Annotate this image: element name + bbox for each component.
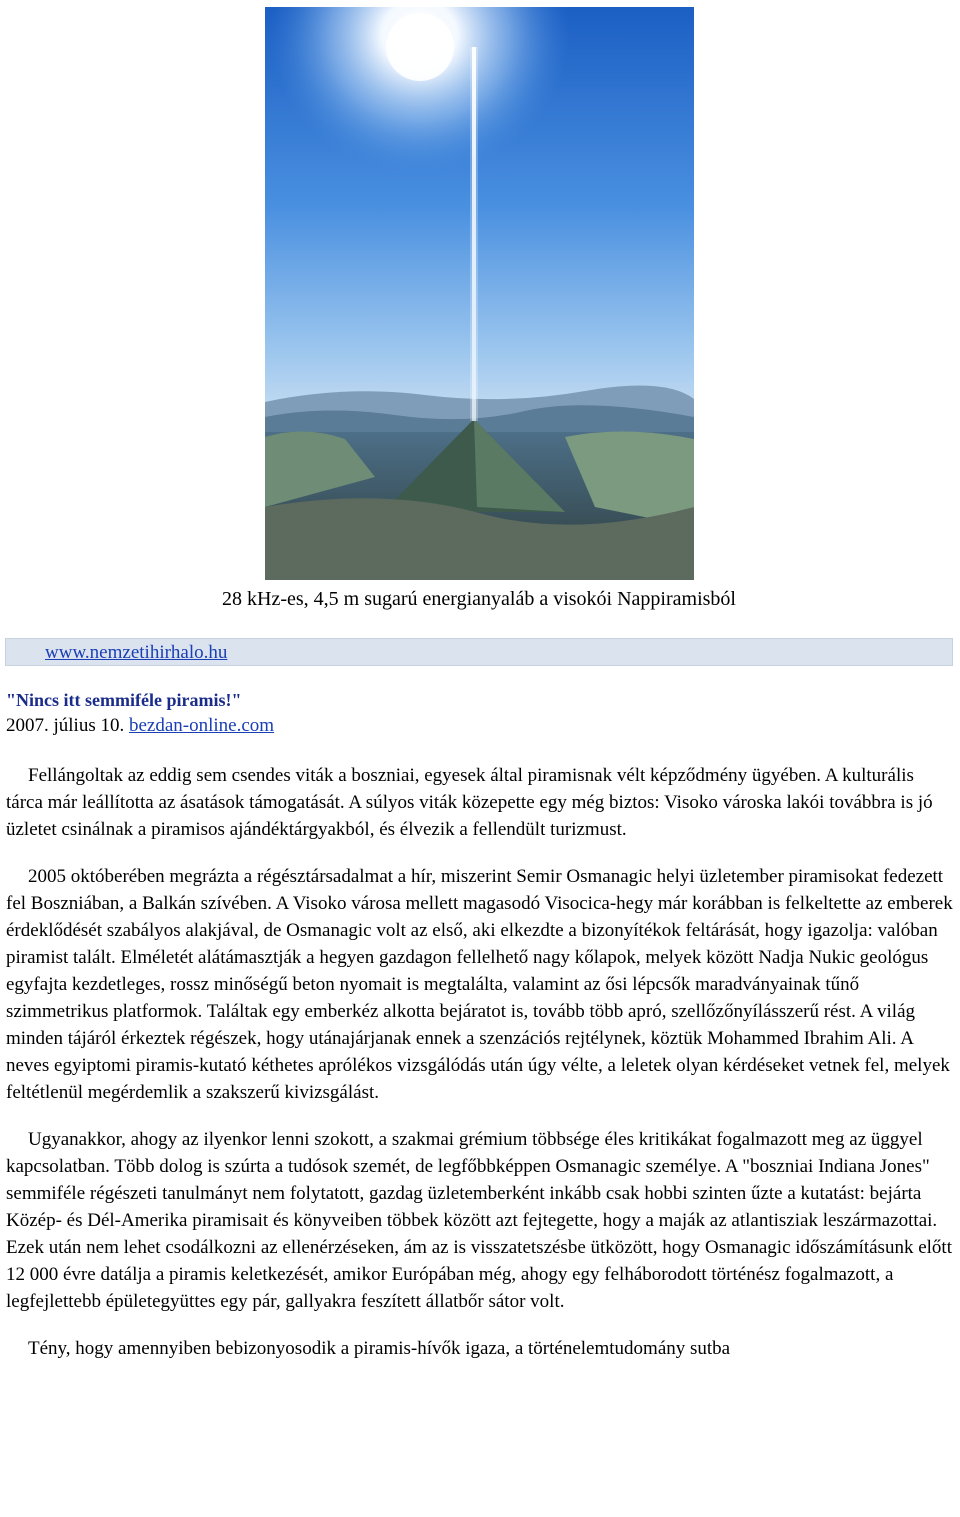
photo-caption-text: 28 kHz-es, 4,5 m sugarú energianyaláb a visokói Nappiramisból	[222, 588, 736, 610]
article-title: "Nincs itt semmiféle piramis!"	[6, 690, 242, 710]
article-date: 2007. július 10.	[6, 715, 125, 736]
photo-caption	[0, 586, 960, 612]
pyramid-energy-beam-image	[265, 7, 694, 580]
article-dateline	[6, 714, 954, 738]
article-paragraph-1: Fellángoltak az eddig sem csendes viták a boszniai, egyesek által piramisnak vélt képződmény ügyében. A kulturális tárca már leállította az ásatások támogatását. A súlyos viták közepette egy még biztos: Visoko városka lakói továbbra is jó üzletet csinálnak a piramisos ajándéktárgyakból, és élvezik a fellendült turizmust.	[6, 765, 933, 840]
article-paragraph-2: 2005 októberében megrázta a régésztársadalmat a hír, miszerint Semir Osmanagic helyi üzletember piramisokat fedezett fel Boszniában, a Balkán szívében. A Visoko városa mellett magasodó Visocica-hegy már korábban is felkeltette az emberek érdeklődését szabályos alakjával, de Osmanagic volt az első, aki elkezdte a bizonyítékok feltárását, hogy igazolja: valóban piramist talált. Elméletét alátámasztják a hegyen gazdagon fellelhető nagy kőlapok, melyek között Nadja Nukic geológus egyfajta kezdetleges, rossz minőségű beton nyomait is megtalálta, valamint az ősi lépcsők maradványainak tűnő szimmetrikus platformok. Találtak egy emberkéz alkotta bejáratot is, tovább több apró, szellőzőnyílásszerű rést. A világ minden tájáról érkeztek régészek, hogy utánajárjanak ennek a szenzációs rejtélynek, köztük Mohammed Ibrahim Ali. A neves egyiptomi piramis-kutató kéthetes aprólékos vizsgálódás után úgy vélte, a leletek olyan kérdéseket vetnek fel, melyek feltétlenül megérdemlik a szakszerű kivizsgálást.	[6, 866, 953, 1103]
site-link-bar	[5, 638, 953, 666]
pyramid-photo	[265, 7, 694, 580]
article-paragraph-4: Tény, hogy amennyiben bebizonyosodik a piramis-hívők igaza, a történelemtudomány sutba	[28, 1338, 731, 1359]
article	[6, 688, 954, 1362]
article-paragraph-3: Ugyanakkor, ahogy az ilyenkor lenni szokott, a szakmai grémium többsége éles kritikákat fogalmazott meg az üggyel kapcsolatban. Több dolog is szúrta a tudósok szemét, de legfőbbképpen Osmanagic személye. A "boszniai Indiana Jones" semmiféle régészeti tanulmányt nem folytatott, gazdag üzletemberként inkább csak hobbi szinten űzte a kutatást: bejárta Közép- és Dél-Amerika piramisait és könyveiben többek között azt fejtegette, hogy a maják az atlantisziak leszármazottai. Ezek után nem lehet csodálkozni az ellenérzéseken, ám az is visszatetszésbe ütközött, hogy Osmanagic időszámításunk előtt 12 000 évre datálja a piramis keletkezését, amikor Európában még, ahogy egy felháborodott történész fogalmazott, a legfejlettebb épületegyüttes egy pár, gallyakra feszített állatbőr sátor volt.	[6, 1129, 952, 1312]
source-link[interactable]: bezdan-online.com	[128, 715, 275, 736]
site-link[interactable]: www.nemzetihirhalo.hu	[45, 642, 228, 663]
